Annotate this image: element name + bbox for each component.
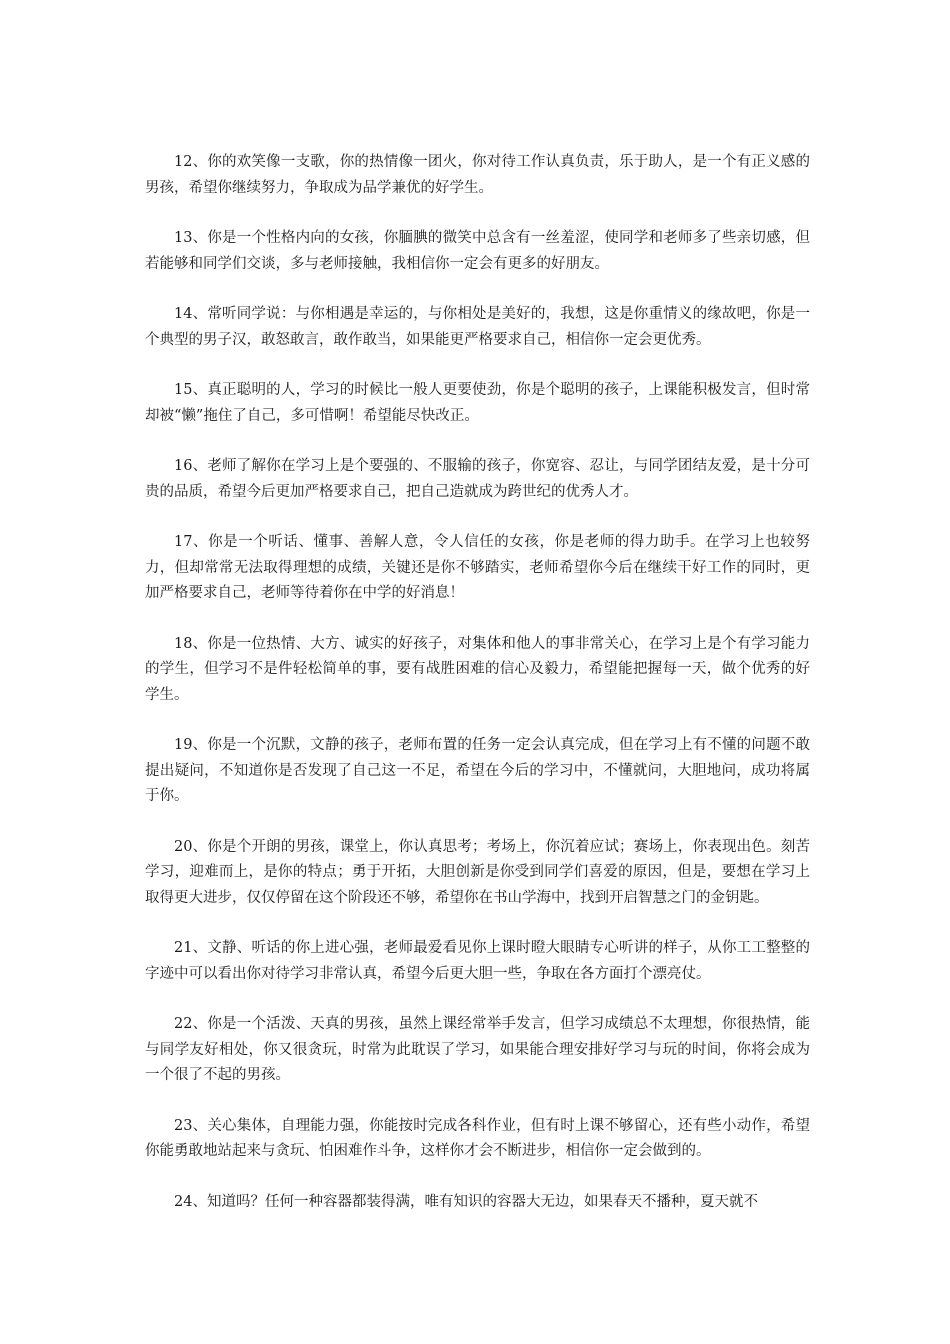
comment-paragraph-24: 24、知道吗？任何一种容器都装得满，唯有知识的容器大无边，如果春天不播种，夏天就不 xyxy=(174,1193,758,1210)
comment-paragraph-12: 12、你的欢笑像一支歌，你的热情像一团火，你对待工作认真负责，乐于助人，是一个有正义感的男孩，希望你继续努力，争取成为品学兼优的好学生。 xyxy=(145,154,810,196)
comment-paragraph-21: 21、文静、听话的你上进心强，老师最爱看见你上课时瞪大眼睛专心听讲的样子，从你工工整整的字迹中可以看出你对待学习非常认真，希望今后更大胆一些，争取在各方面打个漂亮仗。 xyxy=(145,940,810,982)
comment-paragraph-17: 17、你是一个听话、懂事、善解人意，令人信任的女孩，你是老师的得力助手。在学习上也较努力，但却常常无法取得理想的成绩，关键还是你不够踏实，老师希望你今后在继续干好工作的同时，更加严格要求自己，老师等待着你在中学的好消息！ xyxy=(145,534,810,601)
comment-paragraph-18: 18、你是一位热情、大方、诚实的好孩子，对集体和他人的事非常关心，在学习上是个有学习能力的学生，但学习不是件轻松简单的事，要有战胜困难的信心及毅力，希望能把握每一天，做个优秀的好学生。 xyxy=(145,635,810,703)
comment-paragraph-15: 15、真正聪明的人，学习的时候比一般人更要使劲，你是个聪明的孩子，上课能积极发言，但时常却被“懒”拖住了自己，多可惜啊！希望能尽快改正。 xyxy=(145,382,810,424)
comment-paragraph-13: 13、你是一个性格内向的女孩，你腼腆的微笑中总含有一丝羞涩，使同学和老师多了些亲切感，但若能够和同学们交谈，多与老师接触，我相信你一定会有更多的好朋友。 xyxy=(145,230,810,272)
document-body xyxy=(145,150,810,1240)
comment-paragraph-23: 23、关心集体，自理能力强，你能按时完成各科作业，但有时上课不够留心，还有些小动作，希望你能勇敢地站起来与贪玩、怕困难作斗争，这样你才会不断进步，相信你一定会做到的。 xyxy=(145,1117,810,1159)
comment-paragraph-19: 19、你是一个沉默，文静的孩子，老师布置的任务一定会认真完成，但在学习上有不懂的问题不敢提出疑问，不知道你是否发现了自己这一不足，希望在今后的学习中，不懂就问，大胆地问，成功将属于你。 xyxy=(145,737,810,804)
comment-paragraph-22: 22、你是一个活泼、天真的男孩，虽然上课经常举手发言，但学习成绩总不太理想，你很热情，能与同学友好相处，你又很贪玩，时常为此耽误了学习，如果能合理安排好学习与玩的时间，你将会成为一个很了不起的男孩。 xyxy=(145,1016,810,1083)
comment-paragraph-14: 14、常听同学说：与你相遇是幸运的，与你相处是美好的，我想，这是你重情义的缘故吧，你是一个典型的男子汉，敢怒敢言，敢作敢当，如果能更严格要求自己，相信你一定会更优秀。 xyxy=(145,306,810,348)
comment-paragraph-16: 16、老师了解你在学习上是个要强的、不服输的孩子，你宽容、忍让，与同学团结友爱，是十分可贵的品质，希望今后更加严格要求自己，把自己造就成为跨世纪的优秀人才。 xyxy=(145,458,810,500)
comment-paragraph-20: 20、你是个开朗的男孩，课堂上，你认真思考；考场上，你沉着应试；赛场上，你表现出色。刻苦学习，迎难而上，是你的特点；勇于开拓，大胆创新是你受到同学们喜爱的原因，但是，要想在学习上取得更大进步，仅仅停留在这个阶段还不够，希望你在书山学海中，找到开启智慧之门的金钥匙。 xyxy=(145,838,810,906)
